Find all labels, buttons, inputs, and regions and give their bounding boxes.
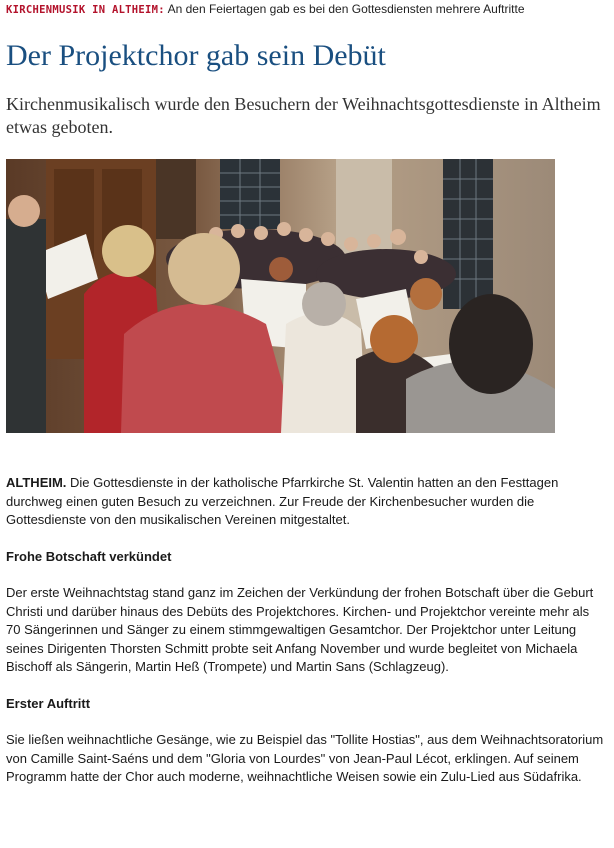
kicker-line bbox=[6, 2, 608, 17]
article-paragraph-1 bbox=[6, 474, 606, 530]
subheading-frohe-botschaft: Frohe Botschaft verkündet bbox=[6, 548, 172, 564]
dateline: ALTHEIM. bbox=[6, 475, 67, 490]
paragraph-1-text: Die Gottesdienste in der katholische Pfarrkirche St. Valentin hatten an den Festtagen durchweg einen guten Besuch zu verzeichnen. Zur Freude der Kirchenbesucher wurden die Gottesdienste von den musikalischen Vereinen mitgestaltet. bbox=[6, 475, 559, 527]
choir-photo-illustration bbox=[6, 159, 555, 433]
article-paragraph-2: Der erste Weihnachtstag stand ganz im Zeichen der Verkündung der frohen Botschaft über die Geburt Christi und darüber hinaus des Debüts des Projektchores. Kirchen- und Projektchor vereinte mehr als 70 Sängerinnen und Sänger zu einem stimmgewaltigen Gesamtchor. Der Projektchor unter Leitung seines Dirigenten Thorsten Schmitt probte seit Anfang November und wurde begleitet von Michaela Bischoff als Sängerin, Martin Heß (Trompete) und Martin Sans (Schlagzeug). bbox=[6, 585, 594, 674]
article-lead: Kirchenmusikalisch wurde den Besuchern der Weihnachtsgottesdienste in Altheim etwas geboten. bbox=[6, 94, 601, 137]
choir-photo bbox=[6, 159, 555, 433]
article-body bbox=[6, 474, 606, 805]
kicker-teaser: An den Feiertagen gab es bei den Gottesdiensten mehrere Auftritte bbox=[167, 2, 525, 16]
kicker-tag: KIRCHENMUSIK IN ALTHEIM: bbox=[6, 4, 165, 16]
article-headline: Der Projektchor gab sein Debüt bbox=[6, 39, 386, 72]
subheading-erster-auftritt: Erster Auftritt bbox=[6, 695, 91, 711]
article-page bbox=[0, 2, 614, 848]
article-paragraph-3: Sie ließen weihnachtliche Gesänge, wie zu Beispiel das "Tollite Hostias", aus dem Weihnachtsoratorium von Camille Saint-Saéns und dem "Gloria von Lourdes" von Jean-Paul Lécot, erklingen. Auf seinem Programm hatte der Chor auch moderne, weihnachtliche Weisen sowie ein Zulu-Lied aus Südafrika. bbox=[6, 732, 604, 784]
